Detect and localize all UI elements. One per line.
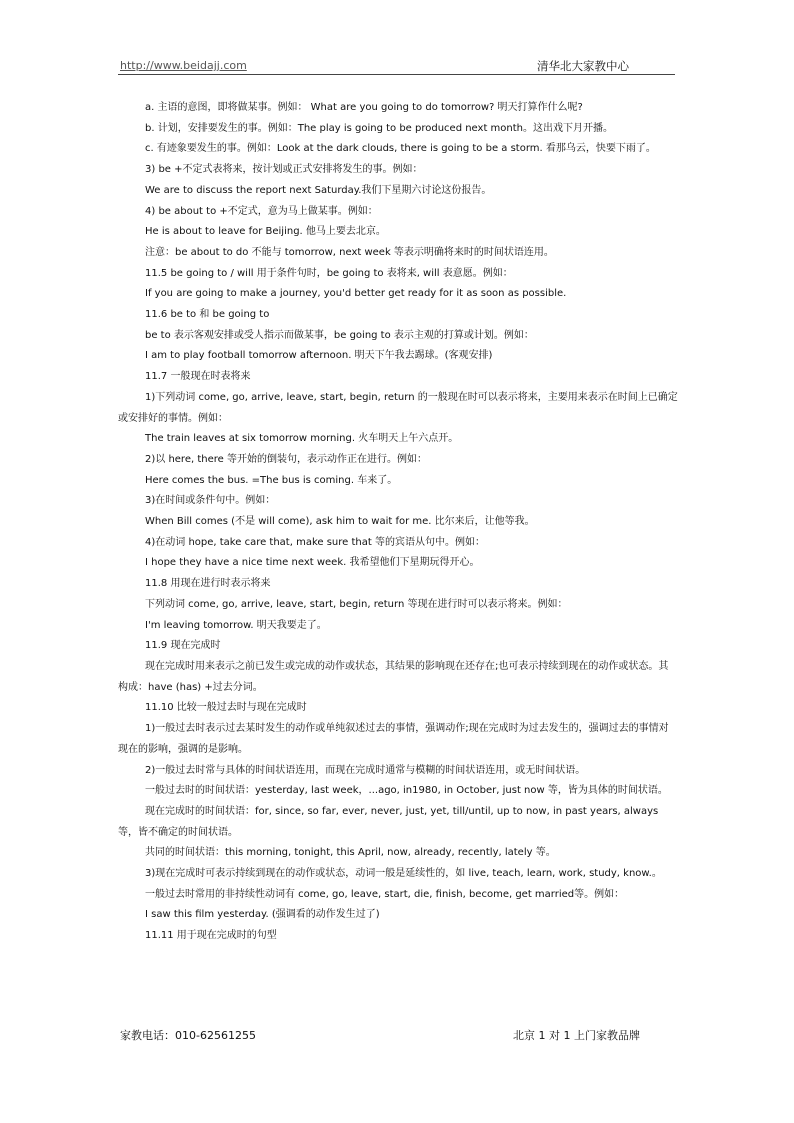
text-line: b. 计划，安排要发生的事。例如：The play is going to be produced next month。这出戏下月开播。: [145, 122, 614, 134]
text-line: I'm leaving tomorrow. 明天我要走了。: [145, 619, 327, 631]
text-paragraph: 现在完成时用来表示之前已发生或完成的动作或状态，其结果的影响现在还存在;也可表示持续到现在的动作或状态。其构成：have (has) +过去分词。: [118, 660, 669, 693]
text-line: He is about to leave for Beijing. 他马上要去北京。: [145, 226, 386, 238]
text-line: When Bill comes (不是 will come), ask him to wait for me. 比尔来后，让他等我。: [145, 516, 535, 528]
text-line: 一般过去时常用的非持续性动词有 come, go, leave, start, die, finish, become, get married等。例如：: [145, 888, 625, 900]
text-line: 注意：be about to do 不能与 tomorrow, next week 等表示明确将来时的时间状语连用。: [145, 246, 554, 258]
text-line: I hope they have a nice time next week. 我希望他们下星期玩得开心。: [145, 557, 480, 569]
text-paragraph: 3)现在完成时可表示持续到现在的动作或状态，动词一般是延续性的，如 live, teach, learn, work, study, know.。: [145, 868, 662, 880]
page-header: [118, 58, 675, 75]
section-heading: 11.7 一般现在时表将来: [145, 371, 251, 383]
text-line: 2)以 here, there 等开始的倒装句，表示动作正在进行。例如：: [145, 453, 427, 465]
text-line: be to 表示客观安排或受人指示而做某事，be going to 表示主观的打算或计划。例如：: [145, 329, 534, 341]
text-paragraph: 现在完成时的时间状语：for, since, so far, ever, never, just, yet, till/until, up to now, in past years, always 等，皆不确定的时间状语。: [118, 805, 659, 838]
text-line: 3)在时间或条件句中。例如：: [145, 495, 276, 507]
section-heading: 11.10 比较一般过去时与现在完成时: [145, 702, 307, 714]
header-organization: 清华北大家教中心: [537, 59, 629, 73]
text-paragraph: 1)下列动词 come, go, arrive, leave, start, begin, return 的一般现在时可以表示将来，主要用来表示在时间上已确定或安排好的事情。例如：: [118, 391, 678, 424]
text-paragraph: c. 有迹象要发生的事。例如：Look at the dark clouds, there is going to be a storm. 看那乌云，快要下雨了。: [145, 143, 656, 155]
section-heading: 11.5 be going to / will 用于条件句时，be going to 表将来, will 表意愿。例如：: [145, 267, 513, 279]
text-line: 4) be about to +不定式，意为马上做某事。例如：: [145, 205, 378, 217]
section-heading: 11.11 用于现在完成时的句型: [145, 930, 277, 942]
text-line: Here comes the bus. =The bus is coming. 车来了。: [145, 474, 398, 486]
text-line: I saw this film yesterday. (强调看的动作发生过了): [145, 909, 380, 921]
text-line: The train leaves at six tomorrow morning. 火车明天上午六点开。: [145, 433, 459, 445]
section-heading: 11.6 be to 和 be going to: [145, 309, 270, 321]
text-line: 4)在动词 hope, take care that, make sure that 等的宾语从句中。例如：: [145, 536, 485, 548]
text-line: I am to play football tomorrow afternoon. 明天下午我去踢球。(客观安排): [145, 350, 493, 362]
text-line: If you are going to make a journey, you'd better get ready for it as soon as possible.: [145, 288, 567, 300]
text-line: 下列动词 come, go, arrive, leave, start, begin, return 等现在进行时可以表示将来。例如：: [145, 598, 568, 610]
header-url-link[interactable]: http://www.beidajj.com: [120, 59, 247, 72]
text-line: We are to discuss the report next Saturday.我们下星期六讨论这份报告。: [145, 184, 492, 196]
section-heading: 11.8 用现在进行时表示将来: [145, 578, 271, 590]
text-line: 共同的时间状语：this morning, tonight, this April, now, already, recently, lately 等。: [145, 847, 556, 859]
text-line: a. 主语的意图，即将做某事。例如： What are you going to do tomorrow? 明天打算作什么呢?: [145, 102, 583, 113]
footer-phone: 家教电话：010-62561255: [120, 1029, 256, 1042]
text-line: 3) be +不定式表将来，按计划或正式安排将发生的事。例如：: [145, 164, 423, 176]
section-heading: 11.9 现在完成时: [145, 640, 221, 652]
text-line: 2)一般过去时常与具体的时间状语连用，而现在完成时通常与模糊的时间状语连用，或无时间状语。: [145, 764, 586, 776]
text-paragraph: 1)一般过去时表示过去某时发生的动作或单纯叙述过去的事情，强调动作;现在完成时为过去发生的，强调过去的事情对现在的影响，强调的是影响。: [118, 723, 669, 755]
footer-brand: 北京 1 对 1 上门家教品牌: [513, 1029, 640, 1042]
document-body: [118, 98, 678, 947]
text-paragraph: 一般过去时的时间状语：yesterday, last week，...ago, in1980, in October, just now 等，皆为具体的时间状语。: [145, 785, 668, 797]
